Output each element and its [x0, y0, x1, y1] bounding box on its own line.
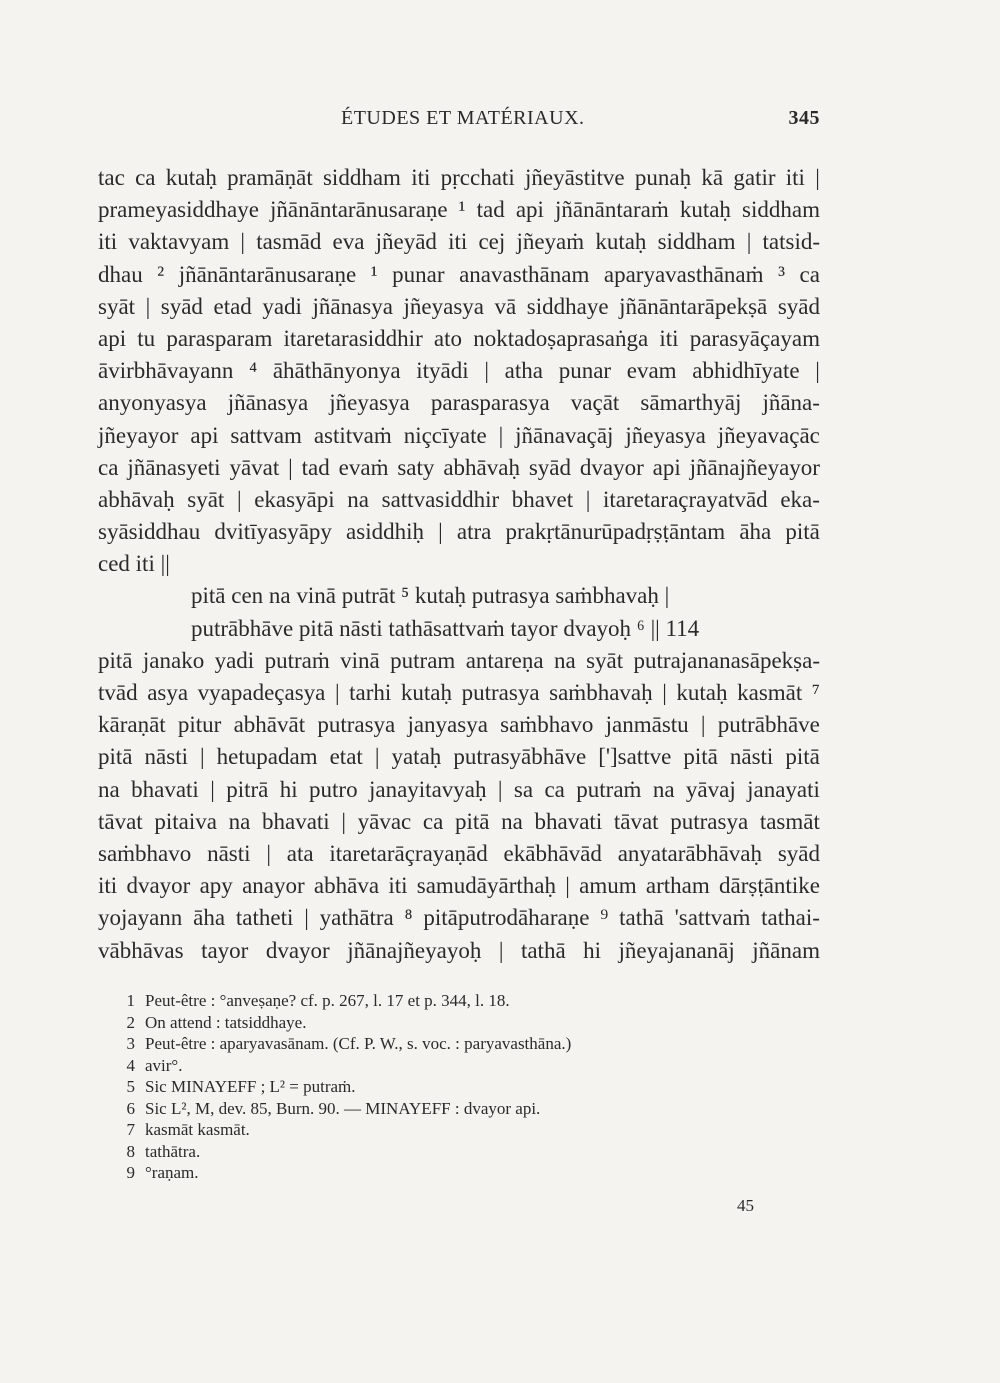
text-line: dhau ² jñānāntarānusaraṇe ¹ punar anavasthānam aparyavasthānaṁ ³ ca: [98, 261, 820, 287]
text-line: tac ca kutaḥ pramāṇāt siddham iti pṛcchati jñeyāstitve punaḥ kā gatir iti |: [98, 165, 820, 190]
text-line: pitā janako yadi putraṁ vinā putram antareṇa na syāt putrajananasāpekṣa-: [98, 647, 820, 673]
page-number: 345: [788, 107, 820, 129]
footnote-text: Peut-être : °anveṣaṇe? cf. p. 267, l. 17 et p. 344, l. 18.: [145, 991, 510, 1010]
footnote: [125, 1141, 685, 1163]
text-line: pitā nāsti | hetupadam etat | yataḥ putrasyābhāve [']sattve pitā nāsti pitā: [98, 744, 820, 770]
text-line: tāvat pitaiva na bhavati | yāvac ca pitā na bhavati tāvat putrasya tasmāt: [98, 808, 820, 834]
footnote-number: 9: [126, 1163, 135, 1182]
footnote-number: 6: [126, 1098, 135, 1118]
footnote-number: 3: [126, 1034, 135, 1053]
text-line: na bhavati | pitrā hi putro janayitavyaḥ | sa ca putraṁ na yāvaj janayati: [98, 776, 820, 802]
footnote-number: 1: [126, 991, 135, 1010]
text-line: iti vaktavyam | tasmād eva jñeyād iti cej jñeyaṁ kutaḥ siddham | tatsid-: [98, 229, 820, 255]
footnote-text: °raṇam.: [145, 1163, 199, 1182]
text-line: anyonyasya jñānasya jñeyasya parasparasya vaçāt sāmarthyāj jñāna-: [98, 390, 820, 416]
main-text: [98, 162, 820, 967]
text-line: iti dvayor apy anayor abhāva iti samudāyārthaḥ | amum artham dārṣṭāntike: [98, 873, 820, 899]
footnote: [125, 1033, 685, 1055]
footnote-number: 4: [126, 1055, 135, 1075]
footnote-text: avir°.: [145, 1055, 183, 1075]
footnote: [125, 1098, 685, 1120]
footnote-text: kasmāt kasmāt.: [145, 1120, 250, 1139]
text-line: āvirbhāvayann ⁴ āhāthānyonya ityādi | atha punar evam abhidhīyate |: [98, 358, 820, 384]
sheet-number: 45: [737, 1196, 754, 1215]
text-line: api tu parasparam itaretarasiddhir ato noktadoṣaprasaṅga iti parasyāçayam: [98, 325, 820, 351]
footnote-text: tathātra.: [145, 1141, 201, 1161]
text-line: ced iti ||: [98, 551, 170, 577]
footnote: [125, 1119, 685, 1141]
text-line: yojayann āha tatheti | yathātra ⁸ pitāputrodāharaṇe ⁹ tathā 'sattvaṁ tathai-: [98, 905, 820, 931]
footnote-text: Sic L², M, dev. 85, Burn. 90. — MINAYEFF : dvayor api.: [145, 1098, 541, 1118]
text-line: vābhāvas tayor dvayor jñānajñeyayoḥ | tathā hi jñeyajananāj jñānam: [98, 937, 820, 963]
text-line: pitā cen na vinā putrāt ⁵ kutaḥ putrasya saṁbhavaḥ |: [191, 583, 670, 609]
footnote: [125, 1055, 685, 1077]
text-line: syāt | syād etad yadi jñānasya jñeyasya vā siddhaye jñānāntarāpekṣā syād: [98, 293, 820, 319]
footnote-text: Sic MINAYEFF ; L² = putraṁ.: [145, 1077, 356, 1096]
text-line: jñeyayor api sattvam astitvaṁ niçcīyate | jñānavaçāj jñeyasya jñeyavaçāc: [98, 422, 820, 448]
footnote: [125, 1076, 685, 1098]
footnote-number: 8: [126, 1141, 135, 1161]
footnote-text: Peut-être : aparyavasānam. (Cf. P. W., s. voc. : paryavasthāna.): [145, 1034, 572, 1053]
text-line: tvād asya vyapadeçasya | tarhi kutaḥ putrasya saṁbhavaḥ | kutaḥ kasmāt ⁷: [98, 680, 820, 705]
footnote-number: 7: [126, 1120, 135, 1139]
text-line: prameyasiddhaye jñānāntarānusaraṇe ¹ tad api jñānāntaraṁ kutaḥ siddham: [98, 197, 820, 223]
footnote: [125, 1012, 685, 1034]
text-line: putrābhāve pitā nāsti tathāsattvaṁ tayor dvayoḥ ⁶ || 114: [191, 615, 700, 641]
footnote-text: On attend : tatsiddhaye.: [145, 1012, 307, 1032]
footnote-number: 5: [126, 1077, 135, 1096]
text-line: syāsiddhau dvitīyasyāpy asiddhiḥ | atra prakṛtānurūpadṛṣṭāntam āha pitā: [98, 519, 820, 545]
footnote: [125, 990, 685, 1012]
text-line: kāraṇāt pitur abhāvāt putrasya janyasya saṁbhavo janmāstu | putrābhāve: [98, 712, 820, 738]
footnote: [125, 1162, 685, 1184]
footnotes: [125, 990, 685, 1184]
running-title: ÉTUDES ET MATÉRIAUX.: [341, 107, 585, 129]
text-line: ca jñānasyeti yāvat | tad evaṁ saty abhāvaḥ syād dvayor api jñānajñeyayor: [98, 454, 820, 480]
text-line: saṁbhavo nāsti | ata itaretarāçrayaṇād ekābhāvād anyatarābhāvaḥ syād: [98, 840, 820, 866]
footnote-number: 2: [126, 1012, 135, 1032]
text-line: abhāvaḥ syāt | ekasyāpi na sattvasiddhir bhavet | itaretaraçrayatvād eka-: [98, 486, 820, 512]
